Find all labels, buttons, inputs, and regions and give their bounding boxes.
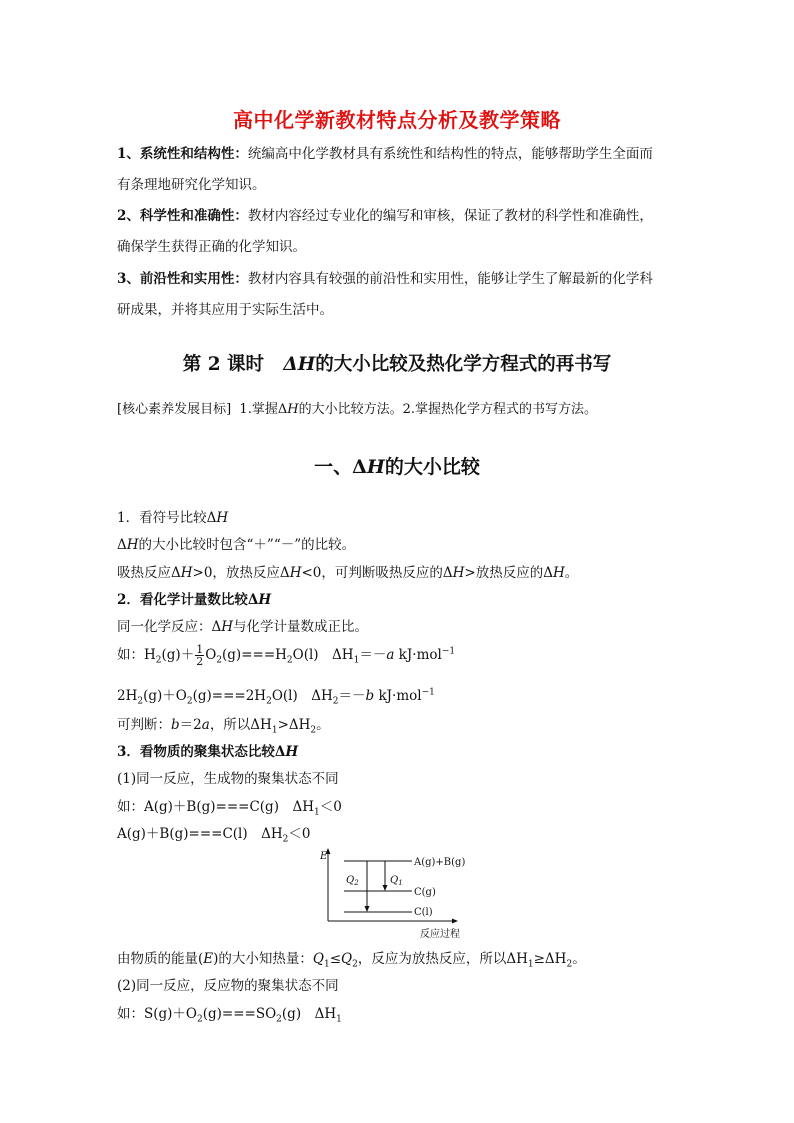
s3-sub1: (1)同一反应，生成物的聚集状态不同 [117, 771, 339, 787]
level-cl-label: C(l) [414, 907, 433, 918]
text: )的大小知热量： [213, 951, 313, 967]
text: >ΔH [277, 717, 311, 733]
subscript: 2 [155, 655, 162, 666]
equation-1 [117, 643, 455, 667]
equation-2 [117, 684, 435, 707]
text: ＝－ [338, 688, 366, 704]
equation-5 [117, 1002, 342, 1025]
axis-x-label: 反应过程 [420, 929, 460, 940]
q2-sub: 2 [354, 879, 359, 887]
goal-text-2: 的大小比较方法。2.掌握热化学方程式的书写方法。 [298, 402, 597, 417]
h-var: H [552, 565, 565, 581]
h-var: H [289, 565, 302, 581]
superscript: −1 [421, 687, 435, 698]
section-heading [0, 452, 794, 479]
lesson-dh: ΔH [283, 354, 316, 375]
text: ＝－ [359, 647, 387, 663]
text: kJ·mol [394, 647, 442, 663]
text: (g)===SO [202, 1006, 277, 1022]
equation-3 [117, 795, 342, 818]
subscript: 2 [137, 696, 144, 707]
text: ≤ [329, 951, 342, 967]
fraction-half [195, 644, 204, 667]
var-q: Q [341, 951, 353, 967]
text: 可判断： [117, 717, 171, 733]
text: <0，可判断吸热反应的Δ [301, 565, 453, 581]
s1-title-text: 1．看符号比较Δ [117, 510, 217, 526]
subscript: 1 [324, 959, 330, 970]
h-var: H [221, 619, 234, 635]
text: O(l) ΔH [292, 647, 354, 663]
text: >放热反应的Δ [464, 565, 553, 581]
s3-sub2: (2)同一反应，反应物的聚集状态不同 [117, 978, 339, 994]
q1-letter: Q [390, 875, 399, 886]
var-e: E [203, 951, 214, 967]
h-var: H [126, 537, 139, 553]
h-var: H [452, 565, 465, 581]
text: 2H [117, 688, 138, 704]
text: 。 [564, 565, 579, 581]
subscript: 2 [352, 959, 358, 970]
subscript: 2 [310, 725, 317, 736]
text: O [205, 647, 217, 663]
subscript: 2 [566, 959, 573, 970]
lesson-prefix: 第 2 课时 [182, 354, 265, 375]
x-axis-arrow [452, 919, 458, 924]
arrow-q2-head [365, 906, 370, 912]
text: ＜0 [319, 799, 342, 815]
feature-label: 2、科学性和准确性： [117, 208, 248, 224]
text: (g)＋O [143, 688, 187, 704]
var-b: b [365, 688, 375, 704]
s3-title-text: 3．看物质的聚集状态比较Δ [117, 744, 286, 760]
feature-paragraph-1 [117, 139, 687, 201]
subscript: 1 [336, 1014, 342, 1025]
feature-text-cont: 确保学生获得正确的化学知识。 [117, 239, 306, 255]
q1-sub: 1 [398, 879, 403, 887]
feature-text: 教材内容具有较强的前沿性和实用性，能够让学生了解最新的化学科 [247, 271, 653, 287]
feature-text: 教材内容经过专业化的编写和审核，保证了教材的科学性和准确性， [247, 208, 653, 224]
section-suffix: 的大小比较 [384, 456, 480, 478]
var-b: b [171, 717, 180, 733]
var-q: Q [312, 951, 324, 967]
text: ，反应为放热反应，所以ΔH [357, 951, 528, 967]
text: A(g)＋B(g)===C(l) ΔH [117, 826, 283, 842]
text: 吸热反应Δ [117, 565, 181, 581]
feature-text-cont: 研成果，并将其应用于实际生活中。 [117, 302, 333, 318]
text: 同一化学反应：Δ [117, 619, 222, 635]
axis-e-label: E [320, 851, 328, 862]
q2-letter: Q [346, 875, 355, 886]
h-var: H [285, 744, 299, 760]
var-a: a [201, 717, 210, 733]
text: 由物质的能量( [117, 951, 204, 967]
goal-text: 1.掌握Δ [239, 402, 288, 417]
s2-title-text: 2．看化学计量数比较Δ [117, 592, 259, 608]
s2-title [117, 588, 271, 608]
subscript: 2 [332, 696, 339, 707]
level-ab-label: A(g)+B(g) [414, 857, 466, 868]
subscript: 1 [271, 725, 278, 736]
subscript: 2 [266, 696, 272, 707]
subscript: 2 [282, 834, 289, 845]
h-var: H [180, 565, 193, 581]
text: (g)＋ [161, 647, 195, 663]
text: 。 [316, 717, 330, 733]
text: 与化学计量数成正比。 [233, 619, 369, 635]
s3-title [117, 740, 298, 760]
feature-label: 1、系统性和结构性： [117, 146, 248, 162]
frac-den: 2 [196, 655, 204, 668]
text: Δ [117, 537, 127, 553]
s2-line1 [117, 615, 368, 635]
lesson-suffix: 的大小比较及热化学方程式的再书写 [315, 354, 612, 375]
feature-text-cont: 有条理地研究化学知识。 [117, 177, 266, 193]
section-prefix: 一、Δ [314, 456, 367, 478]
feature-text: 统编高中化学教材具有系统性和结构性的特点，能够帮助学生全面而 [247, 146, 653, 162]
goal-h: H [287, 402, 299, 417]
energy-conclusion [117, 947, 586, 970]
text: 如：S(g)＋O [117, 1006, 197, 1022]
q1-label [390, 875, 403, 887]
text: 。 [572, 951, 586, 967]
subscript: 1 [353, 655, 360, 666]
goal-bracket: [核心素养发展目标] [117, 402, 232, 417]
text: >0，放热反应Δ [192, 565, 290, 581]
document-title: 高中化学新教材特点分析及教学策略 [233, 108, 561, 132]
var-a: a [386, 647, 395, 663]
subscript: 1 [527, 959, 534, 970]
subscript: 2 [286, 655, 293, 666]
superscript: −1 [441, 646, 456, 657]
text: (g)===H [222, 647, 287, 663]
subscript: 1 [313, 807, 320, 818]
text: (g)===2H [192, 688, 267, 704]
core-goal [117, 398, 597, 417]
text: 如：H [117, 647, 156, 663]
text: (g) ΔH [281, 1006, 337, 1022]
subscript: 2 [197, 1014, 203, 1025]
feature-label: 3、前沿性和实用性： [117, 271, 248, 287]
lesson-heading [0, 350, 794, 376]
text: ，所以ΔH [209, 717, 272, 733]
h-var: H [258, 592, 272, 608]
feature-paragraph-3 [117, 264, 687, 326]
level-cg-label: C(g) [414, 887, 436, 898]
section-h: H [366, 456, 385, 478]
judgement-line [117, 713, 330, 736]
energy-level-diagram [316, 845, 476, 945]
s1-title [117, 506, 228, 526]
subscript: 2 [186, 696, 193, 707]
subscript: 2 [276, 1014, 282, 1025]
text: 如：A(g)＋B(g)===C(g) ΔH [117, 799, 314, 815]
frac-num: 1 [196, 643, 204, 656]
q2-label [346, 875, 359, 887]
text: kJ·mol [374, 688, 422, 704]
subscript: 2 [216, 655, 223, 666]
text: O(l) ΔH [271, 688, 333, 704]
arrow-q1-head [383, 885, 388, 891]
s1-line1 [117, 533, 355, 553]
text: ＜0 [288, 826, 311, 842]
text: ≥ΔH [533, 951, 567, 967]
feature-paragraph-2 [117, 201, 687, 263]
equation-4 [117, 822, 311, 845]
text: 的大小比较时包含“＋”“－”的比较。 [138, 537, 356, 553]
text: ＝2 [179, 717, 202, 733]
h-var: H [216, 510, 229, 526]
s1-line2 [117, 561, 578, 581]
